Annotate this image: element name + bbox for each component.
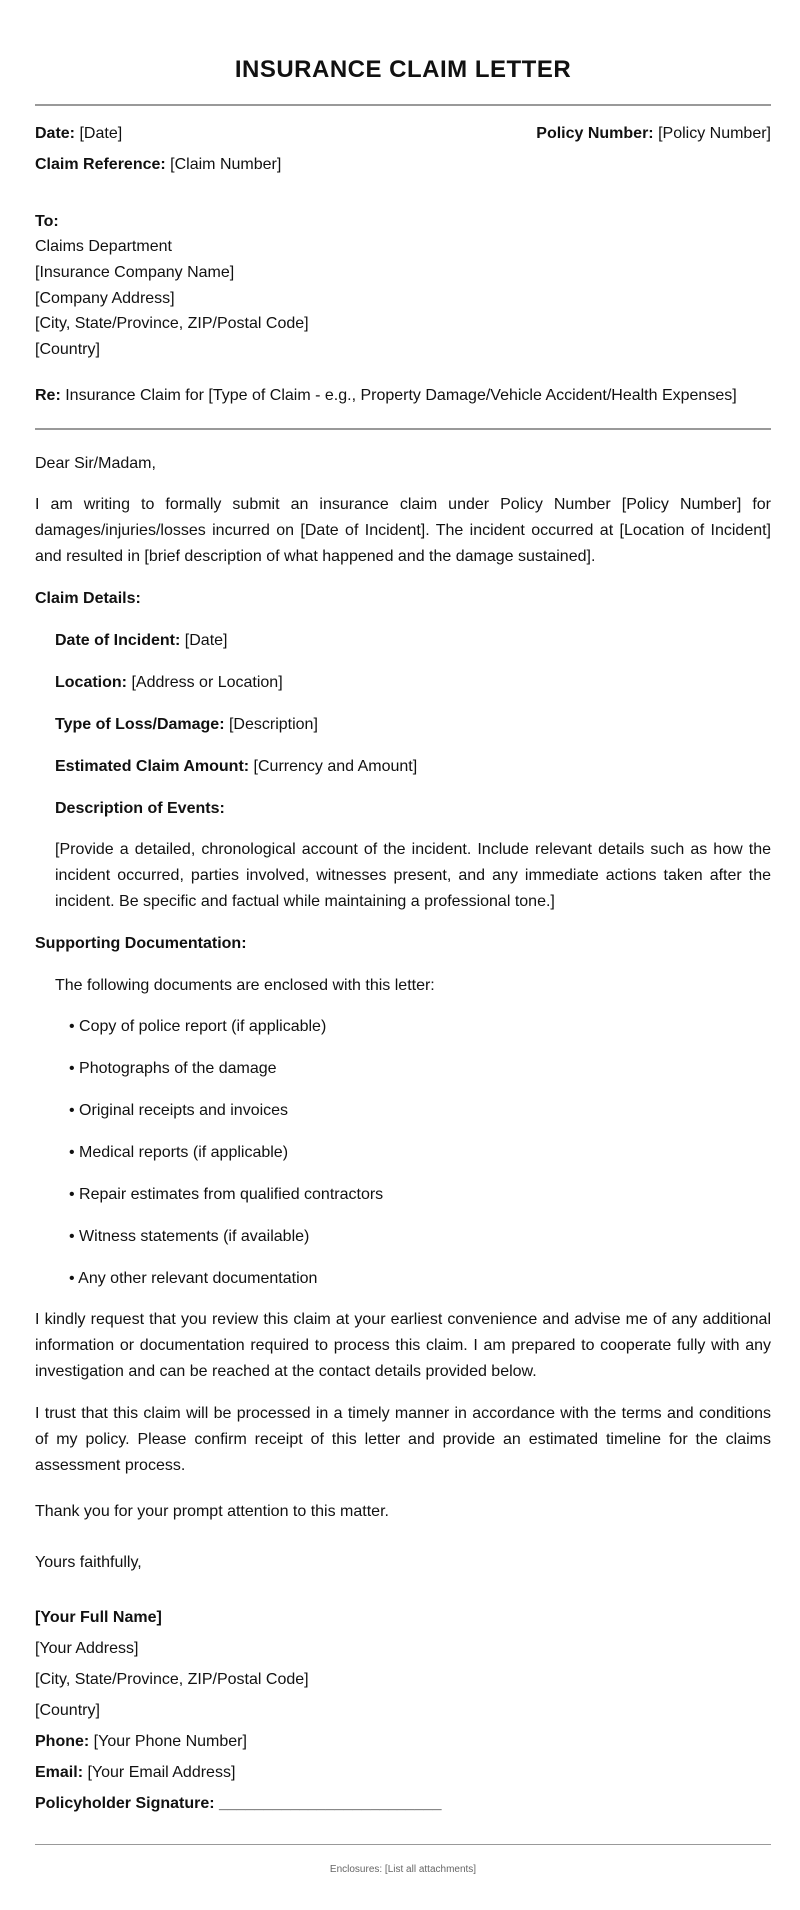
trust-paragraph: I trust that this claim will be processed in a timely manner in accordance with the terms and conditions of my policy. Please confirm receipt of this letter and provide an estimated timeline for the claims assessment process. xyxy=(35,1405,771,1474)
phone-label: Phone: xyxy=(35,1733,90,1750)
recipient-line: [Insurance Company Name] xyxy=(35,264,235,281)
policy-number-line xyxy=(536,124,771,144)
supporting-docs-heading: Supporting Documentation: xyxy=(35,935,247,952)
email-value: [Your Email Address] xyxy=(87,1764,236,1781)
email-label: Email: xyxy=(35,1764,84,1781)
detail-type-of-loss xyxy=(55,715,318,735)
detail-estimated-amount xyxy=(55,757,417,777)
email-line xyxy=(35,1763,235,1783)
detail-location xyxy=(55,673,283,693)
detail-label: Date of Incident: xyxy=(55,632,181,649)
intro-paragraph: I am writing to formally submit an insurance claim under Policy Number [Policy Number] for damages/injuries/losses incurred on [Date of Incident]. The incident occurred at [Location of Incident] and resulted in [brief description of what happened and the damage sustained]. xyxy=(35,496,771,565)
list-item: • Repair estimates from qualified contractors xyxy=(69,1186,384,1203)
signer-address: [Your Address] xyxy=(35,1640,139,1657)
supporting-docs-intro: The following documents are enclosed with this letter: xyxy=(55,977,435,994)
claim-reference-label: Claim Reference: xyxy=(35,156,166,173)
enclosures-note: Enclosures: [List all attachments] xyxy=(329,1864,477,1875)
list-item: • Medical reports (if applicable) xyxy=(69,1144,289,1161)
signature-label: Policyholder Signature: xyxy=(35,1795,215,1812)
footer-divider xyxy=(35,1844,771,1845)
detail-label: Location: xyxy=(55,674,127,691)
date-label: Date: xyxy=(35,125,76,142)
subject-line xyxy=(35,386,737,406)
thanks-line: Thank you for your prompt attention to this matter. xyxy=(35,1503,389,1520)
list-item: • Photographs of the damage xyxy=(69,1060,277,1077)
title-divider xyxy=(35,104,771,106)
policy-number-value: [Policy Number] xyxy=(658,125,771,142)
list-item: • Any other relevant documentation xyxy=(69,1270,318,1287)
detail-label: Type of Loss/Damage: xyxy=(55,716,225,733)
detail-value: [Description] xyxy=(228,716,318,733)
page-title: INSURANCE CLAIM LETTER xyxy=(234,56,572,83)
to-label: To: xyxy=(35,213,59,230)
detail-date-of-incident xyxy=(55,631,227,651)
recipient-line: Claims Department xyxy=(35,238,172,255)
detail-value: [Date] xyxy=(184,632,228,649)
request-paragraph: I kindly request that you review this claim at your earliest convenience and advise me of any additional information or documentation required to process this claim. I am prepared to cooperate fully with any investigation and can be reached at the contact details provided below. xyxy=(35,1311,771,1380)
policy-number-label: Policy Number: xyxy=(536,125,654,142)
salutation: Dear Sir/Madam, xyxy=(35,455,156,472)
phone-line xyxy=(35,1732,247,1752)
signer-country: [Country] xyxy=(35,1702,100,1719)
events-heading: Description of Events: xyxy=(55,800,225,817)
date-value: [Date] xyxy=(79,125,123,142)
claim-details-heading: Claim Details: xyxy=(35,590,141,607)
detail-value: [Address or Location] xyxy=(131,674,283,691)
closing-line: Yours faithfully, xyxy=(35,1554,142,1571)
claim-reference-line xyxy=(35,155,281,175)
events-paragraph: [Provide a detailed, chronological account of the incident. Include relevant details such as how the incident occurred, parties involved, witnesses present, and any immediate actions taken after the incident. Be specific and factual while maintaining a professional tone.] xyxy=(55,841,771,910)
subject-label: Re: xyxy=(35,387,61,404)
signer-name: [Your Full Name] xyxy=(35,1609,162,1626)
phone-value: [Your Phone Number] xyxy=(93,1733,247,1750)
recipient-line: [City, State/Province, ZIP/Postal Code] xyxy=(35,315,309,332)
subject-text: Insurance Claim for [Type of Claim - e.g., Property Damage/Vehicle Accident/Health Expenses] xyxy=(65,387,737,404)
list-item: • Original receipts and invoices xyxy=(69,1102,289,1119)
subject-divider xyxy=(35,428,771,430)
detail-label: Estimated Claim Amount: xyxy=(55,758,250,775)
list-item: • Witness statements (if available) xyxy=(69,1228,310,1245)
detail-value: [Currency and Amount] xyxy=(253,758,418,775)
claim-reference-value: [Claim Number] xyxy=(170,156,282,173)
recipient-line: [Country] xyxy=(35,341,100,358)
signature-line xyxy=(35,1794,442,1814)
signer-city: [City, State/Province, ZIP/Postal Code] xyxy=(35,1671,309,1688)
recipient-line: [Company Address] xyxy=(35,290,175,307)
signature-blank: _________________________ xyxy=(219,1795,442,1812)
list-item: • Copy of police report (if applicable) xyxy=(69,1018,327,1035)
date-line xyxy=(35,124,122,144)
